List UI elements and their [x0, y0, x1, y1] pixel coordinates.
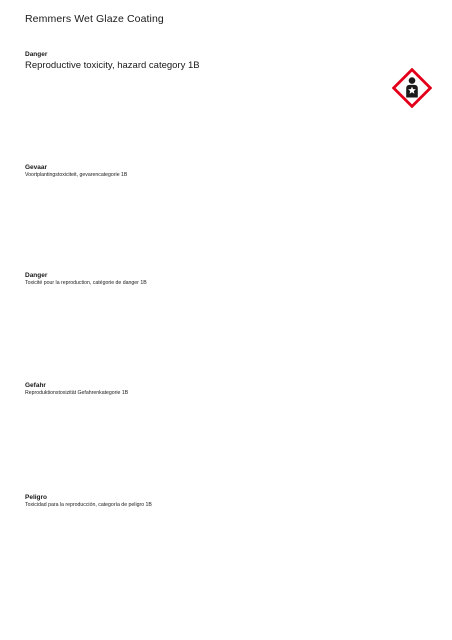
signal-word: Peligro [25, 494, 48, 501]
hazard-category: Toxicité pour la reproduction, catégorie de danger 1B [25, 280, 147, 286]
hazard-category: Reproductive toxicity, hazard category 1B [25, 60, 200, 71]
hazard-category: Voortplantingstoxiciteit, gevarencategorie 1B [25, 172, 128, 178]
signal-word: Gefahr [25, 382, 46, 389]
signal-word: Danger [25, 51, 48, 58]
document-title: Remmers Wet Glaze Coating [25, 13, 164, 25]
hazard-section-es [25, 494, 435, 544]
hazard-section-fr [25, 272, 435, 322]
hazard-section-nl [25, 164, 435, 214]
hazard-section-en [25, 51, 435, 111]
signal-word: Danger [25, 272, 48, 279]
hazard-category: Reproduktionstoxizität Gefahrenkategorie 1B [25, 390, 129, 396]
hazard-category: Toxicidad para la reproducción, categoría de peligro 1B [25, 502, 152, 508]
hazard-section-de [25, 382, 435, 432]
health-hazard-icon [392, 68, 432, 108]
signal-word: Gevaar [25, 164, 48, 171]
